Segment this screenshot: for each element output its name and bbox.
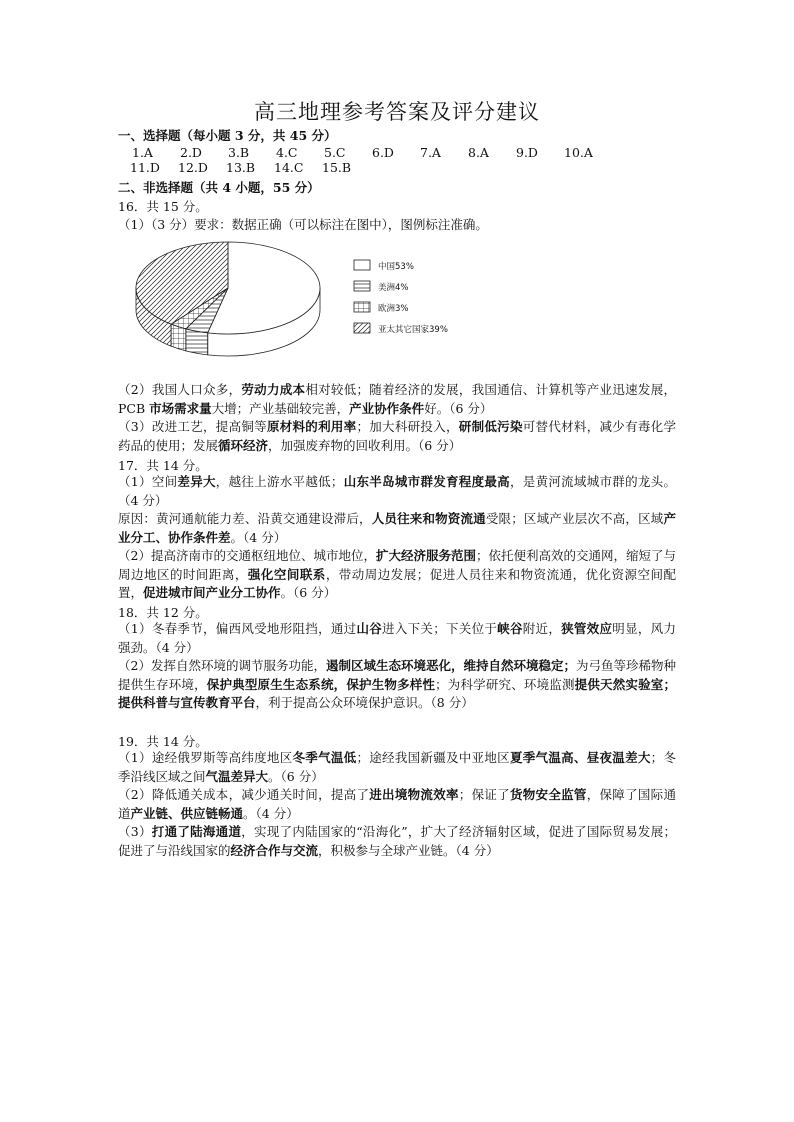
emphasis-text: 差异大 [177, 474, 216, 489]
q19-header: 19．共 14 分。 [118, 734, 208, 749]
text-segment: 大增；产业基础较完善， [211, 400, 350, 416]
answer-item: 1.A [132, 145, 153, 160]
emphasis-text: 劳动力成本 [241, 382, 306, 397]
q19-part3 [118, 823, 676, 860]
answer-item: 4.C [276, 145, 298, 160]
text-segment: ，越往上游水平越低； [215, 474, 344, 489]
text-segment: ；冬季沿线区域之间 [118, 750, 676, 784]
text-segment: ；依托便利高效的交通网，缩短了与周边地区的时间距离， [118, 548, 676, 582]
text-segment: ，积极参与全球产业链。（4 分） [318, 842, 499, 858]
answer-item: 15.B [322, 160, 352, 175]
text-segment: ，利于提高公众环境保护意识。（8 分） [255, 695, 474, 711]
text-segment: 可替代材料，减少有毒化学药品的使用；发展 [118, 419, 676, 453]
text-segment: ，带动周边发展；促进人员往来和物资流通，优化资源空间配置， [118, 566, 676, 601]
text-segment: ；途经我国新疆及中亚地区 [356, 750, 510, 765]
answer-item: 7.A [420, 145, 441, 160]
answer-item: 6.D [372, 145, 394, 160]
emphasis-text: 货物安全监管 [509, 787, 587, 802]
q18-part1 [118, 620, 676, 657]
legend-label: 欧洲3% [378, 304, 409, 314]
emphasis-text: 峡谷 [497, 621, 523, 636]
text-segment: 。（6 分） [280, 585, 337, 601]
section1-heading: 一、选择题（每小题 3 分，共 45 分） [118, 128, 337, 143]
answer-item: 8.A [468, 145, 489, 160]
emphasis-text: 进出境物流效率 [369, 787, 459, 802]
emphasis-text: 狭管效应 [561, 621, 613, 636]
emphasis-text: 提供天然实验室；提供科普与宣传教育平台 [118, 676, 676, 711]
emphasis-text: 市场需求量 [149, 400, 212, 416]
emphasis-text: 气温差异大 [205, 768, 269, 784]
text-segment: ，实现了内陆国家的“沿海化”，扩大了经济辐射区域，促进了国际贸易发展；促进了与沿线国家的 [118, 824, 676, 858]
legend-label: 中国53% [378, 262, 414, 272]
q16-part2 [118, 381, 676, 418]
answer-item: 12.D [178, 160, 208, 175]
text-segment: ，加强废弃物的回收利用。（6 分） [268, 437, 462, 453]
text-segment: （2）降低通关成本，减少通关时间，提高了 [118, 787, 370, 802]
legend-swatch [354, 302, 370, 312]
text-segment: 。（4 分） [243, 805, 299, 821]
q17-part1 [118, 473, 676, 510]
text-segment: 受限；区域产业层次不高，区域 [485, 511, 664, 526]
answer-item: 13.B [226, 160, 256, 175]
legend-swatch [354, 260, 370, 270]
q18-header: 18．共 12 分。 [118, 605, 208, 620]
emphasis-text: 经济合作与交流 [230, 842, 319, 858]
pie-body [136, 242, 320, 356]
text-segment: （2）提高济南市的交通枢纽地位、城市地位， [118, 548, 376, 563]
legend-swatch [354, 323, 370, 333]
q18-part2 [118, 657, 676, 713]
text-segment: ，保障了国际通道 [118, 787, 676, 821]
answers-row-1 [132, 145, 612, 160]
section2-heading: 二、非选择题（共 4 小题，55 分） [118, 180, 320, 195]
emphasis-text: 保护典型原生生态系统，保护生物多样性 [206, 676, 436, 692]
legend-swatch [354, 281, 370, 291]
text-segment: （1）途经俄罗斯等高纬度地区 [118, 750, 293, 765]
emphasis-text: 打通了陆海通道 [151, 824, 242, 839]
text-segment: 相对较低；随着经济的发展，我国通信、计算机等产业迅速发展，PCB [118, 382, 676, 416]
emphasis-text: 山东半岛城市群发育程度最高 [343, 474, 510, 489]
text-segment: 进入下关；下关位于 [382, 621, 498, 636]
emphasis-text: 扩大经济服务范围 [375, 548, 476, 563]
text-segment: （1）冬春季节，偏西风受地形阻挡，通过 [118, 621, 357, 636]
emphasis-text: 遏制区域生态环境恶化，维持自然环境稳定； [325, 658, 576, 673]
q16-part1: （1）（3 分）要求：数据正确（可以标注在图中），图例标注准确。 [118, 217, 488, 232]
text-segment: （2）我国人口众多， [118, 382, 242, 397]
emphasis-text: 产业协作条件 [349, 400, 425, 416]
answer-item: 14.C [274, 160, 304, 175]
q16-header: 16．共 15 分。 [118, 199, 208, 214]
q17-part1-reason [118, 510, 676, 547]
emphasis-text: 产业分工、协作条件差 [118, 511, 676, 545]
emphasis-text: 强化空间联系 [247, 566, 326, 582]
text-segment: ，是黄河流域城市群的龙头。（4 分） [118, 474, 676, 508]
emphasis-text: 研制低污染 [458, 419, 523, 434]
q19-part1 [118, 749, 676, 786]
text-segment: 。（6 分） [268, 768, 324, 784]
emphasis-text: 循环经济 [218, 437, 269, 453]
emphasis-text: 原材料的利用率 [266, 419, 357, 434]
text-segment: （2）发挥自然环境的调节服务功能， [118, 658, 326, 673]
answer-item: 11.D [130, 160, 160, 175]
text-segment: （3）改进工艺，提高铜等 [118, 419, 267, 434]
page-title: 高三地理参考答案及评分建议 [254, 100, 540, 124]
text-segment: ；加大科研投入， [356, 419, 459, 434]
text-segment: 原因：黄河通航能力差、沿黄交通建设滞后， [118, 511, 372, 526]
emphasis-text: 产业链、供应链畅通 [130, 805, 244, 821]
q17-part2 [118, 547, 676, 603]
text-segment: （1）空间 [118, 474, 178, 489]
answer-item: 3.B [228, 145, 250, 160]
answer-item: 5.C [324, 145, 346, 160]
pie-chart [118, 238, 518, 358]
text-segment: 好。（6 分） [424, 400, 493, 416]
q16-part3 [118, 418, 676, 455]
text-segment: 。（4 分） [230, 529, 287, 545]
text-segment: 明显，风力强劲。（4 分） [118, 621, 676, 655]
text-segment: 为弓鱼等珍稀物种提供生存环境， [118, 658, 676, 692]
emphasis-text: 人员往来和物资流通 [371, 511, 486, 526]
emphasis-text: 山谷 [356, 621, 383, 636]
text-segment: ；为科学研究、环境监测 [435, 676, 575, 692]
answer-item: 2.D [180, 145, 202, 160]
legend-label: 亚太其它国家39% [378, 325, 448, 335]
text-segment: （3） [118, 824, 152, 839]
answer-item: 10.A [564, 145, 593, 160]
emphasis-text: 夏季气温高、昼夜温差大 [509, 750, 651, 765]
answer-item: 9.D [516, 145, 538, 160]
emphasis-text: 促进城市间产业分工协作 [143, 585, 281, 601]
answers-row-2 [130, 160, 370, 175]
text-segment: ；保证了 [458, 787, 510, 802]
chart-legend [354, 260, 448, 335]
emphasis-text: 冬季气温低 [292, 750, 357, 765]
legend-label: 美洲4% [378, 283, 409, 293]
q19-part2 [118, 786, 676, 823]
q17-header: 17．共 14 分。 [118, 458, 208, 473]
text-segment: 附近， [522, 621, 562, 636]
